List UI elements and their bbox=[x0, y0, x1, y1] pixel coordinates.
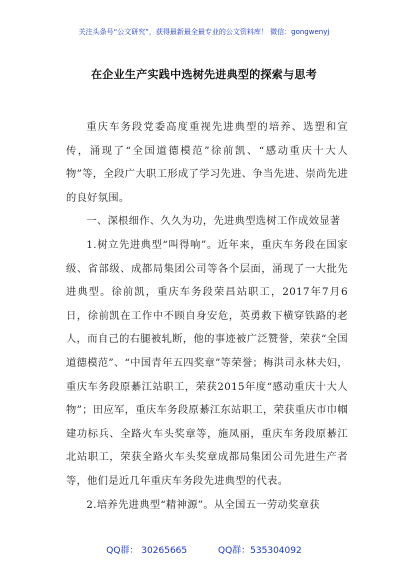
paragraph-intro: 重庆车务段党委高度重视先进典型的培养、选塑和宣传，涌现了“全国道德模范”徐前凯、“感动重庆十大人物”等，全段广大职工形成了学习先进、争当先进、崇尚先进的良好氛围。 bbox=[66, 122, 348, 204]
footer-qq-group-1: QQ群： 30265665 bbox=[106, 546, 188, 556]
footer-contacts bbox=[0, 543, 408, 556]
document-body bbox=[66, 116, 348, 517]
document-title: 在企业生产实践中选树先进典型的探索与思考 bbox=[91, 68, 317, 81]
paragraph-typical-2: 2.培养先进典型“精神源”。从全国五一劳动奖章获 bbox=[86, 499, 320, 511]
footer-qq-group-2: QQ群：535304092 bbox=[218, 546, 302, 556]
section-heading-1: 一、深根细作、久久为功，先进典型选树工作成效显著 bbox=[86, 216, 341, 228]
paragraph-typical-1: 1.树立先进典型“叫得响”。近年来，重庆车务段在国家级、省部级、成都局集团公司等各个层面，涌现了一大批先进典型。徐前凯，重庆车务段荣昌站职工，2017年7月6日，徐前凯在工作中不顾自身安危，英勇救下横穿铁路的老人，而自己的右腿被轧断，他的事迹被广泛赞誉，荣获“全国道德模范”、“中国青年五四奖章”等荣誉；梅洪司永林夫妇，重庆车务段原綦江站职工，荣获2015年度“感动重庆十大人物”；田应军，重庆车务段原綦江东站职工，荣获重庆市巾帼建功标兵、全路火车头奖章等，施凤丽，重庆车务段原綦江北站职工，荣获全路火车头奖章成都局集团公司先进生产者等，他们是近几年重庆车务段先进典型的代表。 bbox=[66, 239, 348, 487]
header-banner: 关注头条号“公文研究”，获得最新最全最专业的公文资料库！ 微信：gongwenyj bbox=[78, 28, 330, 36]
